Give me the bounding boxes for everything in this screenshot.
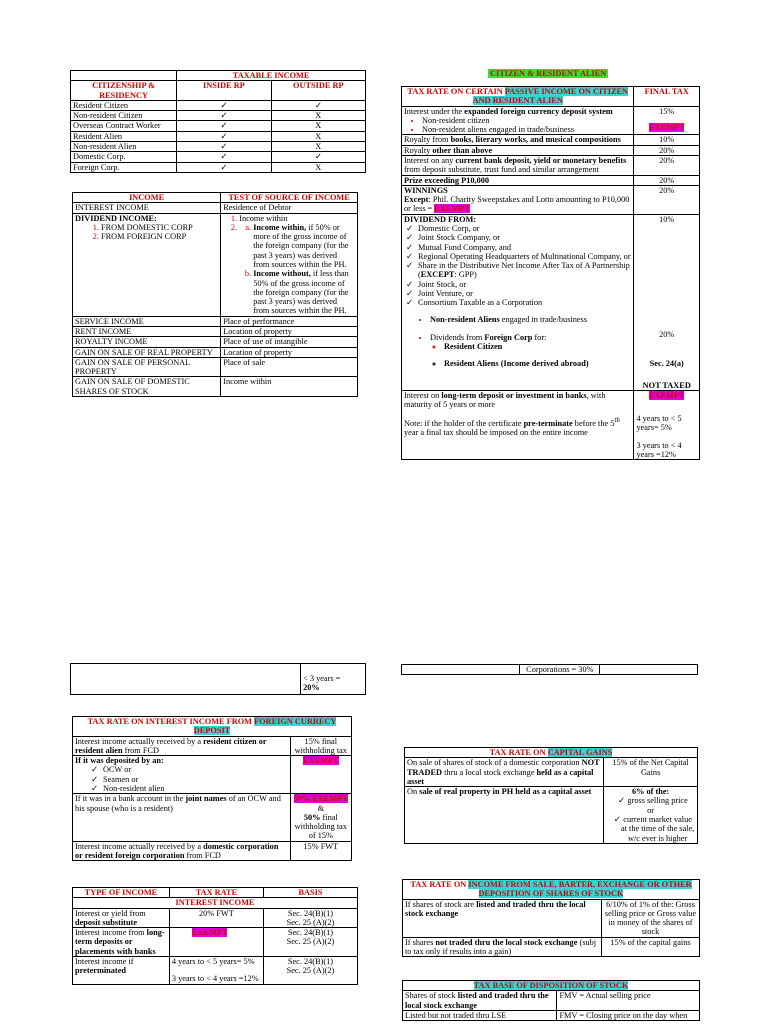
table-row: Royalty from books, literary works, and musical compositions 10% <box>402 135 700 145</box>
table-row: Resident Citizen ✓ ✓ <box>71 100 366 110</box>
table-row: Royalty other than above 20% <box>402 145 700 155</box>
table-row: Interest or yield from deposit substitute 20% FWT Sec. 24(B)(1) Sec. 25 (A)(2) <box>73 908 358 928</box>
continuation-box-right: Corporations = 30% <box>401 664 698 675</box>
table-row: On sale of shares of stock of a domestic corporation NOT TRADED thru a local stock exchange held as a capital asset 15% of the Net Capital Gains <box>405 758 698 787</box>
table-row: Non-resident Alien ✓ X <box>71 141 366 151</box>
table-row: Non-resident Citizen ✓ X <box>71 111 366 121</box>
table-row: Foreign Corp. ✓ X <box>71 162 366 172</box>
table-row: GAIN ON SALE OF REAL PROPERTY Location of property <box>73 347 358 357</box>
table-row: Resident Alien ✓ X <box>71 131 366 141</box>
citizen-resident-alien-label: CITIZEN & RESIDENT ALIEN <box>490 69 607 78</box>
table-row: Interest under the expanded foreign currency deposit system • Non-resident citizen • Non-resident aliens engaged in trade/business 15% EXEMPT <box>402 106 700 135</box>
passive-income-title: TAX RATE ON CERTAIN PASSIVE INCOME ON CITIZEN AND RESIDENT ALIEN <box>402 87 634 107</box>
table-row: SERVICE INCOME Place of performance <box>73 316 358 326</box>
table-row: RENT INCOME Location of property <box>73 326 358 336</box>
tax-base-table: TAX BASE OF DISPOSITION OF STOCK Shares of stock listed and traded thru the local stock exchange FMV = Actual selling price Listed but not traded thru LSE FMV = Closing price on the day when <box>402 980 700 1021</box>
taxable-income-title: TAXABLE INCOME <box>177 71 366 81</box>
table-row: Domestic Corp. ✓ ✓ <box>71 152 366 162</box>
table-row: Interest income actually received by a resident citizen or resident alien from FCD 15% final withholding tax <box>73 736 352 756</box>
table-row: DIVIDEND FROM: ✓ Domestic Corp, or ✓ Joint Stock Company, or ✓ Mutual Fund Company, and ✓ Regional Operating Headquarters of Multinational Company, or ✓ Share in the Distributive Net Income After Tax of A Partnership (EXCEPT: GPP) ✓ Joint Stock, or ✓ Joint Venture, or ✓ Consortium Taxable as a Corporation • Non-resident Aliens engaged in trade/business • Dividends from Foreign Corp for: ◦ Resident Citizen ◦ Resident Aliens (Income derived abroad) 10% 20% Sec. 24(a) NOT TAXED <box>402 214 700 390</box>
col-outside-rp: OUTSIDE RP <box>271 81 365 101</box>
col-final-tax: FINAL TAX <box>634 87 700 107</box>
table-row: If it was in a bank account in the joint names of an OCW and his spouse (who is a resident) 50% EXEMPT & 50% final withholding tax of 15% <box>73 794 352 841</box>
taxable-income-table <box>70 70 366 173</box>
table-row: If shares of stock are listed and traded thru the local stock exchange 6/10% of 1% of the: Gross selling price or Gross value in money of the shares of stock <box>403 899 700 937</box>
col-citizenship: CITIZENSHIP & RESIDENCY <box>71 81 177 101</box>
table-row: GAIN ON SALE OF PERSONAL PROPERTY Place of sale <box>73 357 358 377</box>
table-row: If it was deposited by an: ✓ OCW or ✓ Seamen or ✓ Non-resident alien EXEMPT <box>73 756 352 794</box>
table-row: INTEREST INCOME Residence of Debtor <box>73 203 358 213</box>
table-row: Prize exceeding P10,000 20% <box>402 175 700 185</box>
table-row: Interest income from long-term deposits or placements with banks EXEMPT Sec. 24(B)(1) Sec. 25 (A)(2) <box>73 928 358 957</box>
capital-gains-table: TAX RATE ON CAPITAL GAINS On sale of shares of stock of a domestic corporation NOT TRADED thru a local stock exchange held as a capital asset 15% of the Net Capital Gains On sale of real property in PH held as a capital asset 6% of the: ✓ gross selling price or ✓ current market value at the time of the sale, w/c ever is higher <box>404 747 698 844</box>
passive-income-table <box>401 86 700 460</box>
table-row: WINNINGS Except: Phil. Charity Sweepstakes and Lotto amounting to P10,000 or less = EXEMPT 20% <box>402 185 700 214</box>
fcd-interest-table: TAX RATE ON INTEREST INCOME FROM FOREIGN CURRECY DEPOSIT Interest income actually received by a resident citizen or resident alien from FCD 15% final withholding tax If it was deposited by an: ✓ OCW or ✓ Seamen or ✓ Non-resident alien EXEMPT If it was in a bank account in the joint names of an OCW and his spouse (who is a resident) 50% EXEMPT & 50% final withholding tax of 15% Interest income actually received by a domestic corporation or resident foreign corporation from FCD 15% FWT <box>72 716 352 861</box>
table-row: Shares of stock listed and traded thru the local stock exchange FMV = Actual selling price <box>403 991 700 1011</box>
table-row: Interest income if preterminated 4 years to < 5 years= 5% 3 years to < 4 years =12% Sec. 24(B)(1) Sec. 25 (A)(2) <box>73 956 358 984</box>
table-row: DIVIDEND INCOME: 1. FROM DOMESTIC CORP 2. FROM FOREIGN CORP 1. Income within a. 2. Income within, if 50% or more of the gross income of the foreign company (for the past 3 years) was derived from sources within the PH. b. Income without, if less than 50% of the gross income of the foreign company (for the past 3 years) was derived from sources within the PH. <box>73 213 358 316</box>
col-inside-rp: INSIDE RP <box>177 81 271 101</box>
interest-income-table: TYPE OF INCOME TAX RATE BASIS INTEREST INCOME Interest or yield from deposit substitute 20% FWT Sec. 24(B)(1) Sec. 25 (A)(2) Interest income from long-term deposits or placements with banks EXEMPT Sec. 24(B)(1) Sec. 25 (A)(2) Interest income if preterminated 4 years to < 5 years= 5% 3 years to < 4 years =12% Sec. 24(B)(1) Sec. 25 (A)(2) <box>72 887 358 985</box>
col-test-source: TEST OF SOURCE OF INCOME <box>221 193 358 203</box>
table-row: On sale of real property in PH held as a capital asset 6% of the: ✓ gross selling price or ✓ current market value at the time of the sale, w/c ever is higher <box>405 787 698 844</box>
table-row: GAIN ON SALE OF DOMESTIC SHARES OF STOCK Income within <box>73 377 358 397</box>
table-row: Interest income actually received by a domestic corporation or resident foreign corporation from FCD 15% FWT <box>73 841 352 861</box>
table-row: Interest on any current bank deposit, yield or monetary benefits from deposit substitute, trust fund and similar arrangement 20% <box>402 155 700 175</box>
table-row: Interest on long-term deposit or investment in banks, with maturity of 5 years or more Note: if the holder of the certificate pre-terminate before the 5th year a final tax should be imposed on the entire income EXEMPT 4 years to < 5 years= 5% 3 years to < 4 years =12% <box>402 390 700 459</box>
source-of-income-table <box>72 192 358 397</box>
continuation-box-left: < 3 years = 20% <box>70 663 366 695</box>
table-row: ROYALTY INCOME Place of use of intangible <box>73 337 358 347</box>
col-income: INCOME <box>73 193 221 203</box>
table-row: If shares not traded thru the local stock exchange (subj to tax only if results into a gain) 15% of the capital gains <box>403 937 700 957</box>
table-row: Overseas Contract Worker ✓ X <box>71 121 366 131</box>
sale-of-shares-table: TAX RATE ON INCOME FROM SALE, BARTER, EXCHANGE OR OTHER DEPOSITION OF SHARES OF STOCK If shares of stock are listed and traded thru the local stock exchange 6/10% of 1% of the: Gross selling price or Gross value in money of the shares of stock If shares not traded thru the local stock exchange (subj to tax only if results into a gain) 15% of the capital gains <box>402 879 700 957</box>
table-row: Listed but not traded thru LSE FMV = Closing price on the day when <box>403 1010 700 1020</box>
